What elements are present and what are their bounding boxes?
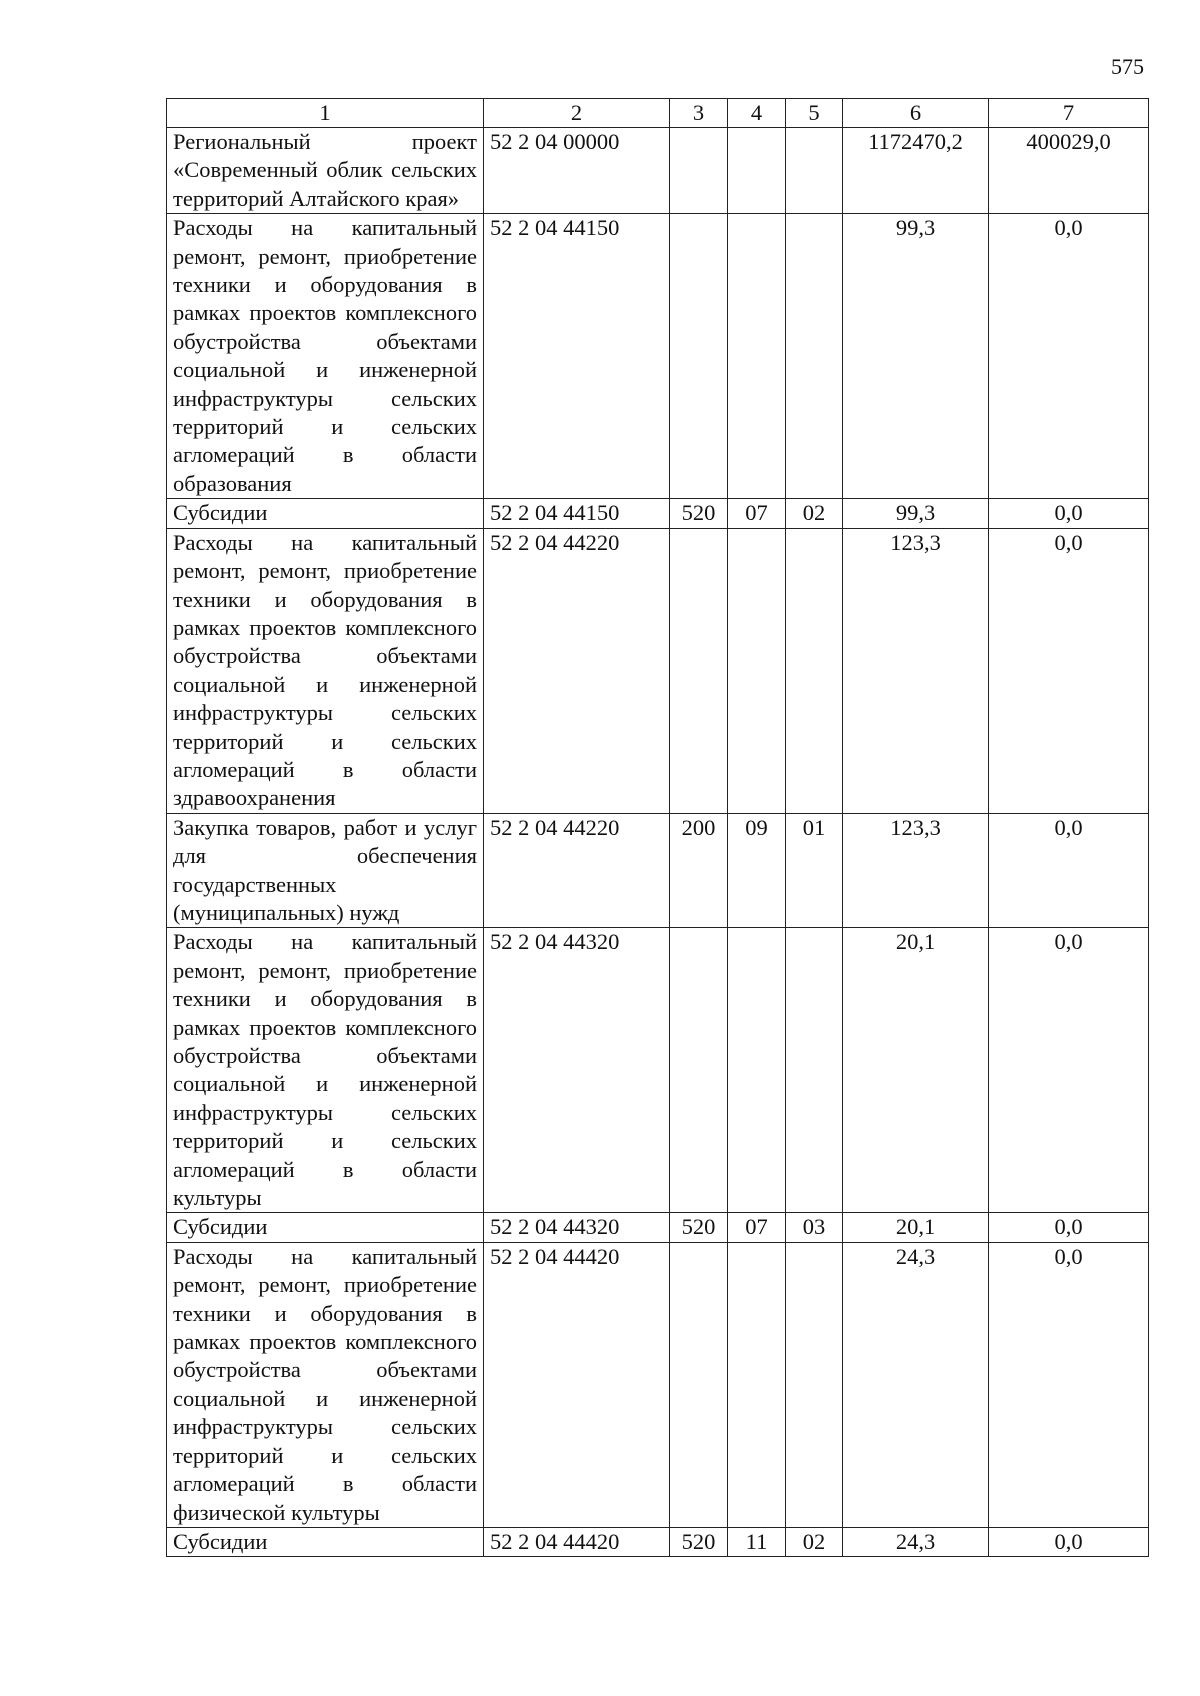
row-col-4	[728, 1242, 786, 1527]
row-col-5	[786, 214, 843, 499]
row-value-6: 20,1	[843, 928, 989, 1213]
row-col-5	[786, 1242, 843, 1527]
row-col-4	[728, 528, 786, 813]
header-col-1: 1	[167, 99, 484, 128]
row-col-5: 02	[786, 1527, 843, 1556]
row-col-4	[728, 128, 786, 214]
header-col-3: 3	[670, 99, 728, 128]
row-code: 52 2 04 44220	[484, 813, 670, 928]
row-col-3	[670, 1242, 728, 1527]
row-col-3: 200	[670, 813, 728, 928]
row-col-3	[670, 928, 728, 1213]
row-col-3: 520	[670, 499, 728, 528]
row-col-4	[728, 928, 786, 1213]
table-row	[167, 813, 1149, 928]
row-code: 52 2 04 44320	[484, 1213, 670, 1242]
row-col-3: 520	[670, 1527, 728, 1556]
row-col-3	[670, 214, 728, 499]
row-col-4: 07	[728, 1213, 786, 1242]
row-value-6: 1172470,2	[843, 128, 989, 214]
table-row	[167, 128, 1149, 214]
table-row	[167, 1527, 1149, 1556]
header-col-7: 7	[989, 99, 1149, 128]
row-code: 52 2 04 44220	[484, 528, 670, 813]
row-value-7: 0,0	[989, 1213, 1149, 1242]
row-value-6: 123,3	[843, 528, 989, 813]
header-row	[167, 99, 1149, 128]
row-name: Расходы на капитальный ремонт, ремонт, приобретение техники и оборудования в рамках проектов комплексного обустройства объектами социальной и инженерной инфраструктуры сельских территорий и сельских агломераций в области культуры	[167, 928, 484, 1213]
row-name: Расходы на капитальный ремонт, ремонт, приобретение техники и оборудования в рамках проектов комплексного обустройства объектами социальной и инженерной инфраструктуры сельских территорий и сельских агломераций в области здравоохранения	[167, 528, 484, 813]
row-name: Субсидии	[167, 499, 484, 528]
row-col-5: 02	[786, 499, 843, 528]
row-value-6: 99,3	[843, 499, 989, 528]
row-value-6: 24,3	[843, 1242, 989, 1527]
budget-table	[166, 98, 1149, 1557]
row-value-7: 0,0	[989, 1242, 1149, 1527]
row-col-4: 11	[728, 1527, 786, 1556]
header-col-6: 6	[843, 99, 989, 128]
table-row	[167, 528, 1149, 813]
table-row	[167, 928, 1149, 1213]
row-name: Закупка товаров, работ и услуг для обеспечения государственных (муниципальных) нужд	[167, 813, 484, 928]
row-code: 52 2 04 44420	[484, 1242, 670, 1527]
row-value-7: 0,0	[989, 1527, 1149, 1556]
row-col-3	[670, 528, 728, 813]
row-name: Расходы на капитальный ремонт, ремонт, приобретение техники и оборудования в рамках проектов комплексного обустройства объектами социальной и инженерной инфраструктуры сельских территорий и сельских агломераций в области физической культуры	[167, 1242, 484, 1527]
row-code: 52 2 04 44420	[484, 1527, 670, 1556]
row-name: Региональный проект «Современный облик сельских территорий Алтайского края»	[167, 128, 484, 214]
row-value-7: 0,0	[989, 928, 1149, 1213]
row-value-6: 123,3	[843, 813, 989, 928]
row-name: Субсидии	[167, 1213, 484, 1242]
row-col-5	[786, 528, 843, 813]
table-row	[167, 1242, 1149, 1527]
table-row	[167, 499, 1149, 528]
row-value-7: 0,0	[989, 214, 1149, 499]
row-col-5: 01	[786, 813, 843, 928]
row-value-6: 24,3	[843, 1527, 989, 1556]
row-code: 52 2 04 00000	[484, 128, 670, 214]
header-col-2: 2	[484, 99, 670, 128]
row-code: 52 2 04 44150	[484, 214, 670, 499]
row-value-6: 20,1	[843, 1213, 989, 1242]
row-code: 52 2 04 44150	[484, 499, 670, 528]
page-number: 575	[1111, 54, 1144, 79]
row-col-5	[786, 928, 843, 1213]
row-value-6: 99,3	[843, 214, 989, 499]
table-row	[167, 214, 1149, 499]
row-col-4: 07	[728, 499, 786, 528]
row-value-7: 0,0	[989, 813, 1149, 928]
row-col-4: 09	[728, 813, 786, 928]
row-name: Субсидии	[167, 1527, 484, 1556]
row-col-5	[786, 128, 843, 214]
row-name: Расходы на капитальный ремонт, ремонт, приобретение техники и оборудования в рамках проектов комплексного обустройства объектами социальной и инженерной инфраструктуры сельских территорий и сельских агломераций в области образования	[167, 214, 484, 499]
row-col-3	[670, 128, 728, 214]
table-row	[167, 1213, 1149, 1242]
row-value-7: 0,0	[989, 499, 1149, 528]
row-code: 52 2 04 44320	[484, 928, 670, 1213]
header-col-5: 5	[786, 99, 843, 128]
row-col-3: 520	[670, 1213, 728, 1242]
row-value-7: 0,0	[989, 528, 1149, 813]
row-value-7: 400029,0	[989, 128, 1149, 214]
row-col-4	[728, 214, 786, 499]
header-col-4: 4	[728, 99, 786, 128]
row-col-5: 03	[786, 1213, 843, 1242]
